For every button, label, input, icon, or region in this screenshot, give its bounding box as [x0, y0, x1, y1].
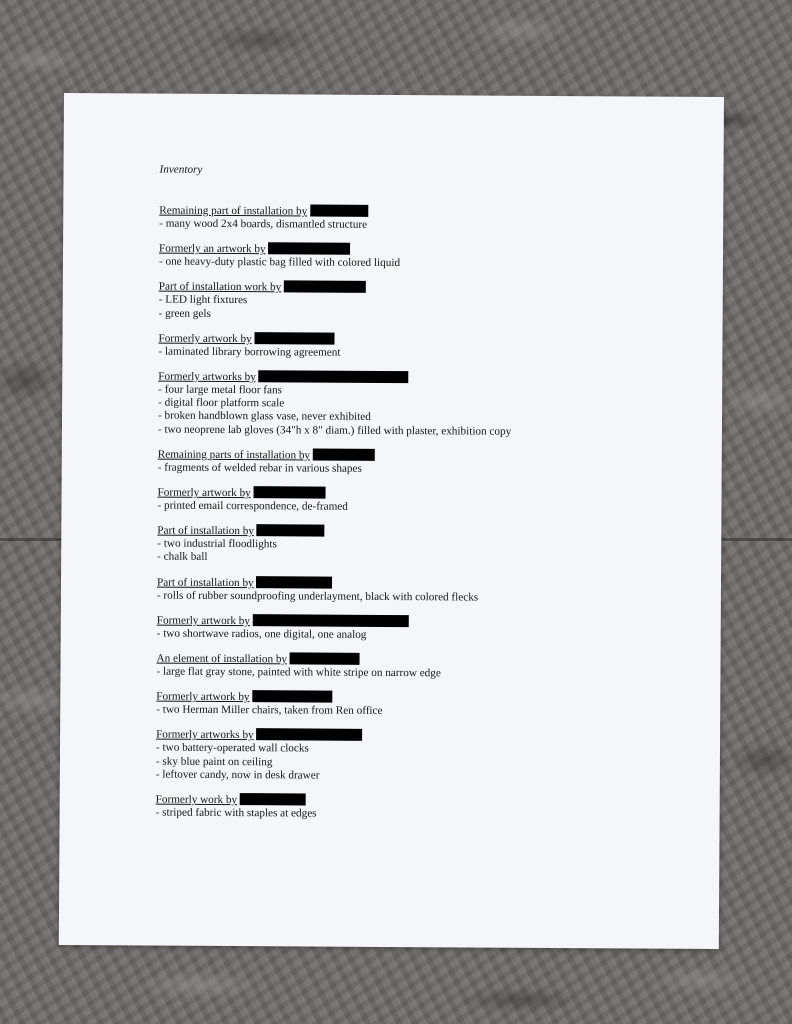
inventory-entry: [156, 793, 676, 823]
inventory-entry: [158, 331, 678, 361]
entry-heading-text: Formerly artworks by: [158, 370, 256, 384]
inventory-entry: [157, 486, 677, 516]
entry-heading-text: Remaining part of installation by: [159, 204, 308, 218]
entry-heading-text: Formerly artwork by: [157, 486, 251, 500]
entry-item: - fragments of welded rebar in various shapes: [157, 461, 362, 475]
redaction-bar: [252, 690, 332, 702]
entry-item: - broken handblown glass vase, never exhibited: [157, 410, 371, 424]
entry-item: - chalk ball: [157, 551, 208, 564]
redaction-bar: [253, 614, 409, 627]
entry-item: - striped fabric with staples at edges: [155, 806, 317, 820]
inventory-entry: [158, 370, 678, 440]
redaction-bar: [257, 524, 325, 536]
inventory-entry: [159, 280, 679, 324]
entry-item: - two shortwave radios, one digital, one analog: [156, 627, 367, 641]
entry-item: - many wood 2x4 boards, dismantled structure: [159, 217, 368, 231]
inventory-entry: [157, 524, 677, 568]
entry-heading-text: Formerly work by: [155, 793, 238, 807]
entry-heading-text: An element of installation by: [156, 652, 288, 666]
redaction-bar: [254, 486, 326, 498]
document-body: [155, 164, 679, 834]
entry-heading-text: Formerly artworks by: [156, 729, 254, 742]
redaction-bar: [259, 370, 409, 383]
entry-item: - one heavy-duty plastic bag filled with colored liquid: [158, 255, 401, 270]
document-title: Inventory: [159, 163, 203, 176]
redaction-bar: [254, 332, 334, 344]
inventory-entry: [159, 204, 679, 234]
entry-heading-text: Formerly artwork by: [158, 332, 252, 345]
entry-item: - two battery-operated wall clocks: [155, 742, 309, 755]
inventory-entry: [156, 652, 676, 682]
redaction-bar: [284, 281, 366, 294]
entry-item: - laminated library borrowing agreement: [158, 345, 341, 359]
entry-item: - printed email correspondence, de-framed: [157, 499, 348, 513]
entry-item: - digital floor platform scale: [158, 396, 285, 410]
inventory-sheet: [59, 93, 724, 949]
entry-heading-text: Formerly artwork by: [156, 614, 251, 627]
redaction-bar: [268, 242, 350, 255]
redaction-bar: [290, 652, 360, 664]
entry-heading-text: Part of installation work by: [158, 280, 282, 294]
redaction-bar: [313, 448, 375, 460]
inventory-list: [156, 204, 680, 823]
inventory-entry: [159, 242, 679, 272]
inventory-entry: [157, 575, 677, 605]
inventory-entry: [156, 728, 676, 785]
redaction-bar: [240, 793, 306, 805]
entry-item: - two industrial floodlights: [157, 537, 277, 551]
entry-heading-text: Formerly artwork by: [156, 690, 250, 704]
entry-item: - green gels: [158, 307, 211, 320]
redaction-bar: [256, 729, 362, 742]
entry-heading-text: Remaining parts of installation by: [157, 448, 311, 462]
entry-item: - two Herman Miller chairs, taken from Ren office: [156, 703, 383, 718]
redaction-bar: [256, 576, 332, 588]
entry-heading-text: Part of installation by: [156, 576, 254, 589]
inventory-entry: [156, 690, 676, 720]
redaction-bar: [310, 205, 368, 217]
entry-item: - LED light fixtures: [158, 293, 248, 307]
entry-item: - leftover candy, now in desk drawer: [155, 768, 320, 782]
entry-heading-text: Formerly an artwork by: [159, 242, 266, 256]
entry-item: - two neoprene lab gloves (34"h x 8" diam.) filled with plaster, exhibition copy: [157, 423, 512, 438]
entry-heading-text: Part of installation by: [157, 524, 255, 538]
inventory-entry: [157, 613, 677, 643]
entry-item: - large flat gray stone, painted with white stripe on narrow edge: [156, 665, 441, 680]
inventory-entry: [158, 447, 678, 477]
entry-item: - rolls of rubber soundproofing underlayment, black with colored flecks: [156, 589, 479, 604]
entry-item: - sky blue paint on ceiling: [155, 755, 273, 768]
entry-item: - four large metal floor fans: [158, 383, 282, 397]
